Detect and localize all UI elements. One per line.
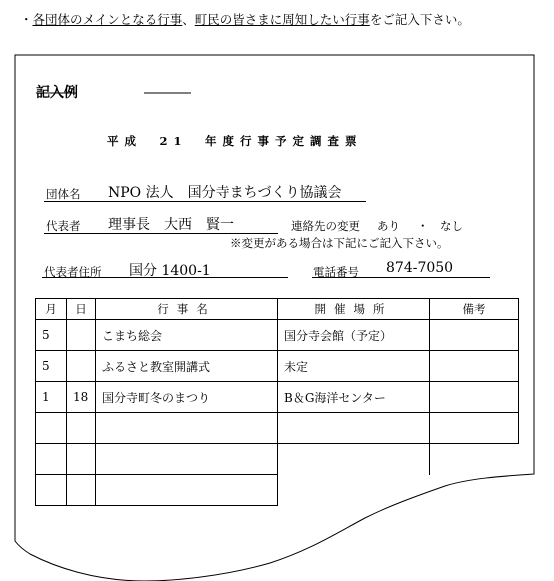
instruction-public-events: 町民の皆さまに周知したい行事 <box>194 12 370 27</box>
phone-value: 874-7050 <box>386 260 454 276</box>
row-venue <box>278 475 430 506</box>
row-month: 5 <box>36 351 67 382</box>
phone-underline <box>312 277 490 278</box>
representative-underline <box>44 233 278 234</box>
row-day: 18 <box>67 382 96 413</box>
address-label: 代表者住所 <box>44 265 102 279</box>
table-row <box>36 351 519 382</box>
address-underline <box>42 277 288 278</box>
row-month <box>36 475 67 506</box>
table-row <box>36 475 519 506</box>
row-venue <box>278 413 430 444</box>
representative-value: 理事長 大西 賢一 <box>108 217 234 233</box>
instruction-main-events: 各団体のメインとなる行事 <box>32 12 183 27</box>
representative-label: 代表者 <box>46 219 81 233</box>
table-row <box>36 320 519 351</box>
example-label: 記入例 <box>36 85 78 101</box>
row-day <box>67 475 96 506</box>
table-header-row <box>36 299 519 320</box>
table-row <box>36 382 519 413</box>
row-notes <box>430 351 519 382</box>
address-value: 国分 1400-1 <box>129 263 211 279</box>
row-event-name: ふるさと教室開講式 <box>96 351 278 382</box>
row-venue: B＆G海洋センター <box>278 382 430 413</box>
contact-change-label: 連絡先の変更 <box>291 219 360 233</box>
instruction-bullet: ・ <box>20 12 33 27</box>
row-event-name: 国分寺町冬のまつり <box>96 382 278 413</box>
header-event-name: 行事名 <box>96 299 278 320</box>
row-venue <box>278 444 430 475</box>
row-month <box>36 413 67 444</box>
instruction-suffix: をご記入下さい。 <box>369 12 470 27</box>
row-month: 1 <box>36 382 67 413</box>
table-row <box>36 413 519 444</box>
row-event-name <box>96 413 278 444</box>
contact-change-yes: あり <box>377 219 400 233</box>
instruction-comma: 、 <box>182 12 195 27</box>
change-note: ※変更がある場合は下記にご記入下さい。 <box>230 236 449 250</box>
header-day: 日 <box>67 299 96 320</box>
row-venue: 国分寺会館（予定） <box>278 320 430 351</box>
row-event-name <box>96 475 278 506</box>
contact-change-no: なし <box>440 219 463 233</box>
group-name-underline <box>44 201 366 202</box>
phone-label: 電話番号 <box>313 265 359 279</box>
contact-change-separator: ・ <box>417 219 429 233</box>
header-notes: 備考 <box>430 299 519 320</box>
row-notes <box>430 475 519 506</box>
header-venue: 開催場所 <box>278 299 430 320</box>
row-notes <box>430 382 519 413</box>
row-venue: 未定 <box>278 351 430 382</box>
event-schedule-table <box>35 298 519 506</box>
table-row <box>36 444 519 475</box>
row-month <box>36 444 67 475</box>
row-notes <box>430 444 519 475</box>
row-day <box>67 444 96 475</box>
header-month: 月 <box>36 299 67 320</box>
group-name-label: 団体名 <box>46 187 81 201</box>
row-notes <box>430 320 519 351</box>
row-notes <box>430 413 519 444</box>
group-name-value: NPO 法人 国分寺まちづくり協議会 <box>108 185 342 201</box>
row-month: 5 <box>36 320 67 351</box>
row-day <box>67 351 96 382</box>
row-day <box>67 320 96 351</box>
row-event-name <box>96 444 278 475</box>
row-event-name: こまち総会 <box>96 320 278 351</box>
row-day <box>67 413 96 444</box>
form-title: 平成 21 年度行事予定調査票 <box>107 134 363 148</box>
